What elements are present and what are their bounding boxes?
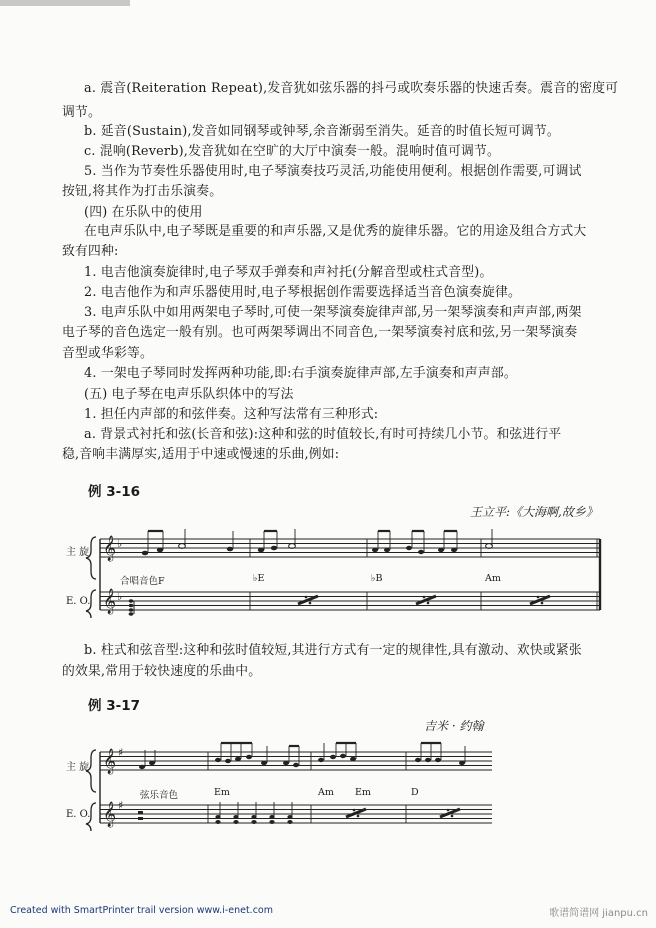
chord-symbol: ♭E bbox=[253, 573, 265, 584]
scan-edge-mark bbox=[0, 0, 130, 6]
paragraph: 2. 电吉他作为和声乐器使用时,电子琴根据创作需要选择适当音色演奏旋律。 bbox=[84, 285, 522, 300]
svg-text:𝄞: 𝄞 bbox=[103, 536, 117, 561]
paragraph: 调节。 bbox=[62, 105, 101, 120]
watermark: 歌谱简谱网 jianpu.cn bbox=[549, 908, 648, 919]
paragraph: c. 混响(Reverb),发音犹如在空旷的大厅中演奏一般。混响时值可调节。 bbox=[84, 144, 500, 159]
chord-symbol: Em bbox=[214, 787, 230, 798]
paragraph: 稳,音响丰满厚实,适用于中速或慢速的乐曲,例如: bbox=[62, 447, 340, 462]
chord-symbol: Am bbox=[485, 573, 501, 584]
svg-text:♭: ♭ bbox=[117, 590, 123, 603]
paragraph: 3. 电声乐队中如用两架电子琴时,可使一架琴演奏旋律声部,另一架琴演奏和声声部,两架 bbox=[84, 305, 582, 320]
paragraph: a. 背景式衬托和弦(长音和弦):这种和弦的时值较长,有时可持续几小节。和弦进行平 bbox=[84, 427, 562, 442]
example-title: 例 3-17 bbox=[88, 698, 140, 714]
example-credit: 王立平:《大海啊,故乡》 bbox=[470, 505, 598, 519]
paragraph: 1. 电吉他演奏旋律时,电子琴双手弹奏和声衬托(分解音型或柱式音型)。 bbox=[84, 265, 493, 280]
chord-symbol: ♭B bbox=[371, 573, 383, 584]
chord-symbol: 弦乐音色 bbox=[140, 790, 179, 801]
paragraph: 1. 担任内声部的和弦伴奏。这种写法常有三种形式: bbox=[84, 407, 379, 422]
chord-symbol: Em bbox=[355, 787, 371, 798]
paragraph: 的效果,常用于较快速度的乐曲中。 bbox=[62, 664, 262, 679]
staff-label-eo: E. O. bbox=[66, 809, 91, 820]
paragraph: 按钮,将其作为打击乐演奏。 bbox=[62, 184, 223, 199]
paragraph: 致有四种: bbox=[62, 244, 119, 259]
footer-credit: Created with SmartPrinter trail version www.i-enet.com bbox=[10, 905, 273, 916]
paragraph: b. 柱式和弦音型:这种和弦时值较短,其进行方式有一定的规律性,具有激动、欢快或紧张 bbox=[84, 643, 582, 658]
paragraph: 在电声乐队中,电子琴既是重要的和声乐器,又是优秀的旋律乐器。它的用途及组合方式大 bbox=[84, 224, 587, 239]
svg-text:𝄞: 𝄞 bbox=[103, 802, 117, 827]
paragraph: 电子琴的音色选定一般有别。也可两架琴调出不同音色,一架琴演奏衬底和弦,另一架琴演奏 bbox=[62, 325, 578, 340]
example-credit: 吉米 · 约翰 bbox=[424, 719, 484, 733]
chord-symbol: Am bbox=[318, 787, 334, 798]
section-heading: (五) 电子琴在电声乐队织体中的写法 bbox=[84, 387, 294, 402]
svg-text:♭: ♭ bbox=[117, 537, 123, 550]
staff-label-melody: 主 旋 bbox=[66, 762, 90, 773]
svg-text:♯: ♯ bbox=[118, 799, 124, 812]
paragraph: b. 延音(Sustain),发音如同钢琴或钟琴,余音渐弱至消失。延音的时值长短可调节。 bbox=[84, 124, 560, 139]
score-system-2 bbox=[0, 738, 656, 833]
chord-symbol: 合唱音色F bbox=[120, 576, 165, 587]
svg-text:♯: ♯ bbox=[118, 746, 124, 759]
svg-text:𝄞: 𝄞 bbox=[103, 589, 117, 614]
section-heading: (四) 在乐队中的使用 bbox=[84, 205, 203, 220]
staff-label-eo: E. O. bbox=[66, 596, 91, 607]
staff-label-melody: 主 旋 bbox=[66, 547, 90, 558]
paragraph: 4. 一架电子琴同时发挥两种功能,即:右手演奏旋律声部,左手演奏和声声部。 bbox=[84, 366, 517, 381]
chord-symbol: D bbox=[411, 787, 419, 798]
example-title: 例 3-16 bbox=[88, 484, 140, 500]
score-system-1 bbox=[0, 525, 656, 620]
paragraph: 5. 当作为节奏性乐器使用时,电子琴演奏技巧灵活,功能使用便利。根据创作需要,可调试 bbox=[84, 164, 582, 179]
paragraph: a. 震音(Reiteration Repeat),发音犹如弦乐器的抖弓或吹奏乐器的快速舌奏。震音的密度可 bbox=[84, 81, 619, 96]
paragraph: 音型或华彩等。 bbox=[62, 346, 153, 361]
svg-text:𝄞: 𝄞 bbox=[103, 749, 117, 774]
